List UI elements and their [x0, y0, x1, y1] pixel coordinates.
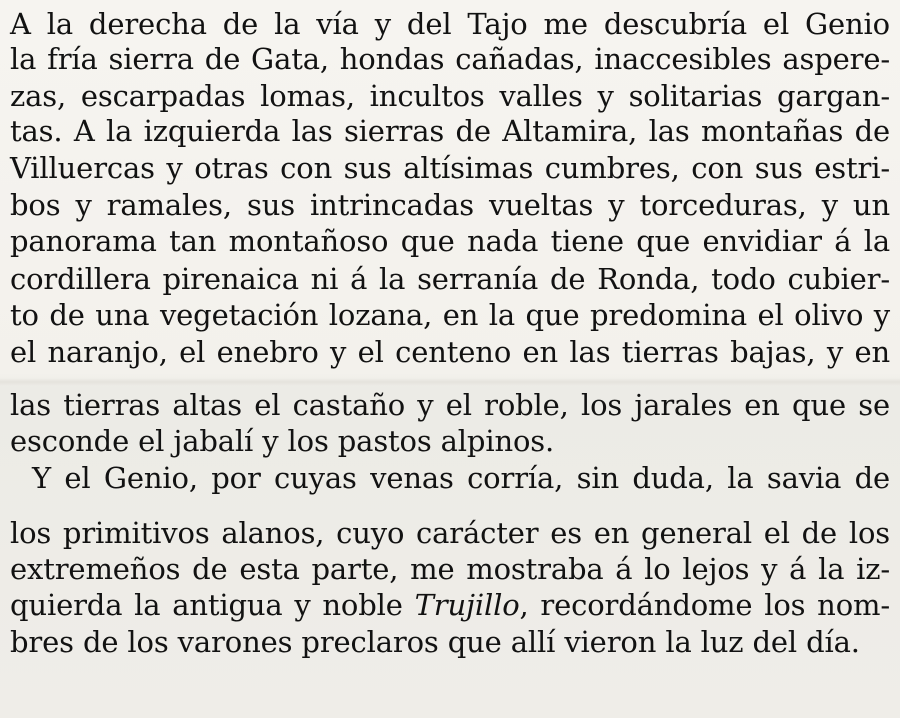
paragraph-2-line-3: extremeños de esta parte, me mostraba á lo lejos y á la iz-	[10, 552, 890, 586]
paragraph-2-line-5: bres de los varones preclaros que allí vieron la luz del día.	[10, 625, 860, 659]
paragraph-1-line-1: A la derecha de la vía y del Tajo me descubría el Genio	[10, 7, 890, 41]
paragraph-2-line-2: los primitivos alanos, cuyo carácter es en general el de los	[10, 516, 890, 550]
paragraph-1-line-4: tas. A la izquierda las sierras de Altamira, las montañas de	[10, 114, 890, 148]
paragraph-1-line-9: to de una vegetación lozana, en la que predomina el olivo y	[10, 298, 890, 332]
paragraph-1-line-5: Villuercas y otras con sus altísimas cumbres, con sus estri-	[10, 151, 890, 185]
paragraph-1-line-10: el naranjo, el enebro y el centeno en las tierras bajas, y en	[10, 335, 890, 369]
paragraph-1-line-2: la fría sierra de Gata, hondas cañadas, inaccesibles aspere-	[10, 42, 890, 76]
paragraph-2-line-4-after: , recordándome los nom-	[519, 588, 890, 622]
paragraph-2-line-1: Y el Genio, por cuyas venas corría, sin duda, la savia de	[32, 461, 890, 495]
paragraph-1-line-6: bos y ramales, sus intrincadas vueltas y torceduras, y un	[10, 188, 890, 222]
paragraph-1-line-3: zas, escarpadas lomas, incultos valles y solitarias gargan-	[10, 79, 890, 113]
paragraph-1-line-7: panorama tan montañoso que nada tiene que envidiar á la	[10, 224, 890, 258]
paragraph-2-line-4	[10, 587, 890, 623]
paragraph-2-line-4-before: quierda la antigua y noble	[10, 588, 415, 622]
paragraph-1-line-12: esconde el jabalí y los pastos alpinos.	[10, 424, 555, 458]
paragraph-2-line-4-italic: Trujillo	[414, 588, 520, 622]
paragraph-1-line-8: cordillera pirenaica ni á la serranía de Ronda, todo cubier-	[10, 262, 890, 296]
paragraph-1-line-11: las tierras altas el castaño y el roble, los jarales en que se	[10, 388, 890, 422]
